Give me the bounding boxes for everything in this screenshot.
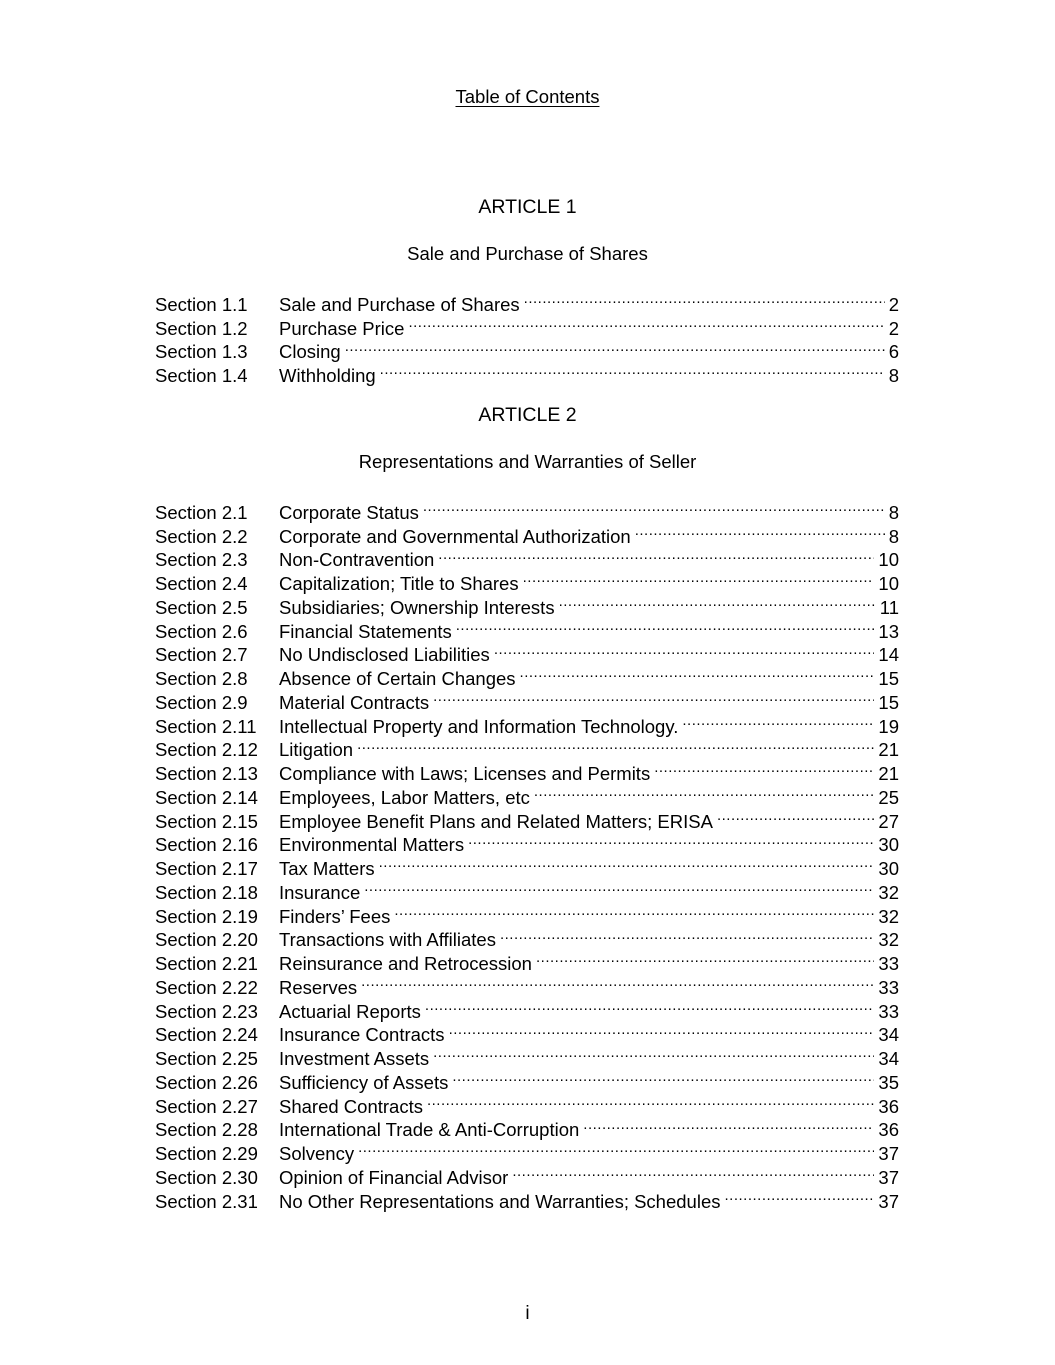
- toc-dot-leader: [452, 1065, 874, 1089]
- toc-dot-leader: [357, 733, 874, 757]
- toc-dot-leader: [358, 1136, 874, 1160]
- toc-page-number: 30: [878, 834, 899, 856]
- toc-section-number: Section 2.1: [155, 501, 248, 523]
- article-1-toc-list: [155, 287, 899, 386]
- toc-dot-leader: [512, 1160, 874, 1184]
- toc-section-title: Actuarial Reports: [279, 1000, 421, 1022]
- toc-dot-leader: [534, 780, 875, 804]
- toc-dot-leader: [423, 495, 885, 519]
- toc-section-title: Finders’ Fees: [279, 905, 391, 927]
- toc-section-number: Section 2.11: [155, 715, 257, 737]
- toc-section-number: Section 2.19: [155, 905, 258, 927]
- toc-section-number: Section 2.30: [155, 1166, 258, 1188]
- toc-section-title: Insurance: [279, 881, 361, 903]
- toc-section-number: Section 2.12: [155, 739, 258, 761]
- toc-section-title: Reserves: [279, 976, 358, 998]
- toc-dot-leader: [717, 804, 874, 828]
- toc-page-number: 14: [878, 644, 899, 666]
- article-1-heading: ARTICLE 1: [478, 196, 577, 218]
- toc-dot-leader: [468, 828, 874, 852]
- toc-section-title: Capitalization; Title to Shares: [279, 573, 519, 594]
- toc-page-number: 33: [878, 953, 899, 974]
- toc-dot-leader: [654, 756, 874, 780]
- toc-section-number: Section 1.4: [155, 365, 248, 386]
- toc-section-title: Environmental Matters: [279, 834, 465, 856]
- toc-page-number: 15: [878, 668, 899, 689]
- toc-dot-leader: [635, 519, 885, 543]
- toc-section-title: Absence of Certain Changes: [279, 668, 516, 689]
- toc-dot-leader: [379, 851, 875, 875]
- toc-section-title: No Other Representations and Warranties; Schedules: [279, 1190, 721, 1212]
- toc-page-number: 8: [888, 501, 899, 523]
- page-title: Table of Contents: [455, 86, 600, 107]
- toc-section-title: Transactions with Affiliates: [279, 929, 496, 951]
- toc-page-number: 27: [878, 810, 899, 832]
- toc-section-title: Employees, Labor Matters, etc: [279, 786, 530, 808]
- toc-section-title: Sufficiency of Assets: [279, 1071, 449, 1093]
- toc-section-title: Investment Assets: [279, 1048, 430, 1069]
- toc-section-title: No Undisclosed Liabilities: [279, 644, 490, 666]
- article-2-heading: ARTICLE 2: [478, 404, 577, 426]
- toc-section-title: Subsidiaries; Ownership Interests: [279, 596, 555, 618]
- toc-page-number: 8: [888, 365, 899, 386]
- toc-page-number: 6: [888, 341, 899, 363]
- article-2-subtitle: Representations and Warranties of Seller: [358, 451, 697, 472]
- toc-section-title: Material Contracts: [279, 691, 430, 713]
- toc-section-title: Insurance Contracts: [279, 1024, 445, 1046]
- toc-section-title: Tax Matters: [279, 858, 375, 879]
- toc-page-number: 32: [878, 929, 899, 951]
- toc-page-number: 34: [878, 1024, 899, 1046]
- toc-dot-leader: [725, 1184, 875, 1208]
- toc-section-number: Section 2.27: [155, 1095, 258, 1117]
- toc-section-title: Reinsurance and Retrocession: [279, 953, 532, 974]
- toc-section-number: Section 2.7: [155, 644, 248, 666]
- toc-dot-leader: [433, 685, 874, 709]
- toc-page-number: 32: [878, 905, 899, 927]
- toc-section-number: Section 2.24: [155, 1024, 258, 1046]
- toc-page-number: 10: [878, 549, 899, 571]
- page-number: i: [525, 1303, 530, 1324]
- toc-dot-leader: [438, 543, 874, 567]
- toc-section-title: Compliance with Laws; Licenses and Permits: [279, 763, 651, 784]
- toc-dot-leader: [364, 875, 874, 899]
- toc-page-number: 36: [878, 1095, 899, 1117]
- toc-dot-leader: [345, 335, 885, 359]
- toc-entry[interactable]: [155, 495, 899, 523]
- toc-dot-leader: [408, 311, 884, 335]
- toc-page-number: 21: [878, 763, 899, 784]
- toc-page-number: 30: [878, 858, 899, 879]
- toc-page-number: 19: [878, 715, 899, 737]
- toc-section-number: Section 2.13: [155, 763, 258, 784]
- toc-section-number: Section 2.14: [155, 786, 258, 808]
- toc-section-title: Litigation: [279, 739, 354, 761]
- toc-page-number: 2: [888, 317, 899, 339]
- toc-section-title: Closing: [279, 341, 341, 363]
- toc-section-title: International Trade & Anti-Corruption: [279, 1119, 580, 1141]
- toc-dot-leader: [380, 358, 885, 382]
- toc-dot-leader: [682, 709, 874, 733]
- toc-section-title: Shared Contracts: [279, 1095, 423, 1117]
- toc-dot-leader: [427, 1089, 874, 1113]
- toc-section-title: Corporate Status: [279, 501, 419, 523]
- toc-page-number: 36: [878, 1119, 899, 1141]
- toc-dot-leader: [583, 1113, 874, 1137]
- toc-section-number: Section 2.31: [155, 1190, 258, 1212]
- toc-page-number: 10: [878, 573, 899, 594]
- toc-section-number: Section 2.23: [155, 1000, 258, 1022]
- toc-dot-leader: [520, 661, 875, 685]
- toc-section-number: Section 2.8: [155, 668, 248, 689]
- toc-dot-leader: [394, 899, 874, 923]
- toc-page-number: 32: [878, 881, 899, 903]
- toc-page-number: 37: [878, 1143, 899, 1164]
- toc-section-number: Section 2.28: [155, 1119, 258, 1141]
- toc-section-number: Section 2.26: [155, 1071, 258, 1093]
- toc-page-number: 13: [878, 620, 899, 642]
- toc-section-number: Section 1.2: [155, 317, 248, 339]
- toc-entry[interactable]: [155, 287, 899, 315]
- toc-dot-leader: [449, 1018, 875, 1042]
- toc-page-number: 11: [879, 596, 899, 618]
- toc-section-title: Intellectual Property and Information Technology.: [279, 715, 679, 737]
- toc-section-number: Section 2.3: [155, 549, 248, 571]
- toc-dot-leader: [500, 923, 874, 947]
- toc-dot-leader: [433, 1041, 874, 1065]
- toc-section-number: Section 2.2: [155, 525, 248, 547]
- toc-section-number: Section 2.22: [155, 976, 258, 998]
- toc-page-number: 34: [878, 1048, 899, 1069]
- article-2-toc-list: [155, 495, 899, 1212]
- toc-section-number: Section 2.17: [155, 858, 258, 879]
- toc-page-number: 25: [878, 786, 899, 808]
- toc-page-number: 2: [888, 293, 899, 315]
- toc-section-number: Section 2.9: [155, 691, 248, 713]
- toc-section-number: Section 1.1: [155, 293, 248, 315]
- toc-page-number: 15: [878, 691, 899, 713]
- toc-section-title: Sale and Purchase of Shares: [279, 293, 520, 315]
- toc-section-number: Section 2.21: [155, 953, 258, 974]
- toc-section-title: Withholding: [279, 365, 376, 386]
- toc-page-number: 33: [878, 1000, 899, 1022]
- toc-section-number: Section 2.29: [155, 1143, 258, 1164]
- toc-section-title: Opinion of Financial Advisor: [279, 1166, 509, 1188]
- toc-section-number: Section 2.4: [155, 573, 248, 594]
- toc-dot-leader: [494, 638, 875, 662]
- toc-page-number: 35: [878, 1071, 899, 1093]
- toc-section-title: Corporate and Governmental Authorization: [279, 525, 631, 547]
- toc-section-title: Non-Contravention: [279, 549, 435, 571]
- toc-section-number: Section 2.5: [155, 596, 248, 618]
- toc-section-title: Financial Statements: [279, 620, 452, 642]
- toc-dot-leader: [425, 994, 875, 1018]
- toc-section-number: Section 1.3: [155, 341, 248, 363]
- toc-section-number: Section 2.15: [155, 810, 258, 832]
- toc-section-number: Section 2.6: [155, 620, 248, 642]
- toc-section-number: Section 2.25: [155, 1048, 258, 1069]
- toc-section-title: Employee Benefit Plans and Related Matters; ERISA: [279, 810, 713, 832]
- toc-dot-leader: [523, 566, 875, 590]
- toc-section-number: Section 2.16: [155, 834, 258, 856]
- toc-dot-leader: [536, 946, 874, 970]
- toc-section-title: Purchase Price: [279, 317, 405, 339]
- toc-section-number: Section 2.18: [155, 881, 258, 903]
- toc-dot-leader: [524, 287, 885, 311]
- toc-page-number: 37: [878, 1166, 899, 1188]
- toc-section-title: Solvency: [279, 1143, 355, 1164]
- toc-page-number: 33: [878, 976, 899, 998]
- toc-section-number: Section 2.20: [155, 929, 258, 951]
- toc-page-number: 21: [878, 739, 899, 761]
- toc-dot-leader: [361, 970, 874, 994]
- toc-dot-leader: [456, 614, 875, 638]
- toc-dot-leader: [559, 590, 876, 614]
- toc-page-number: 37: [878, 1190, 899, 1212]
- toc-page-number: 8: [888, 525, 899, 547]
- article-1-subtitle: Sale and Purchase of Shares: [407, 243, 648, 264]
